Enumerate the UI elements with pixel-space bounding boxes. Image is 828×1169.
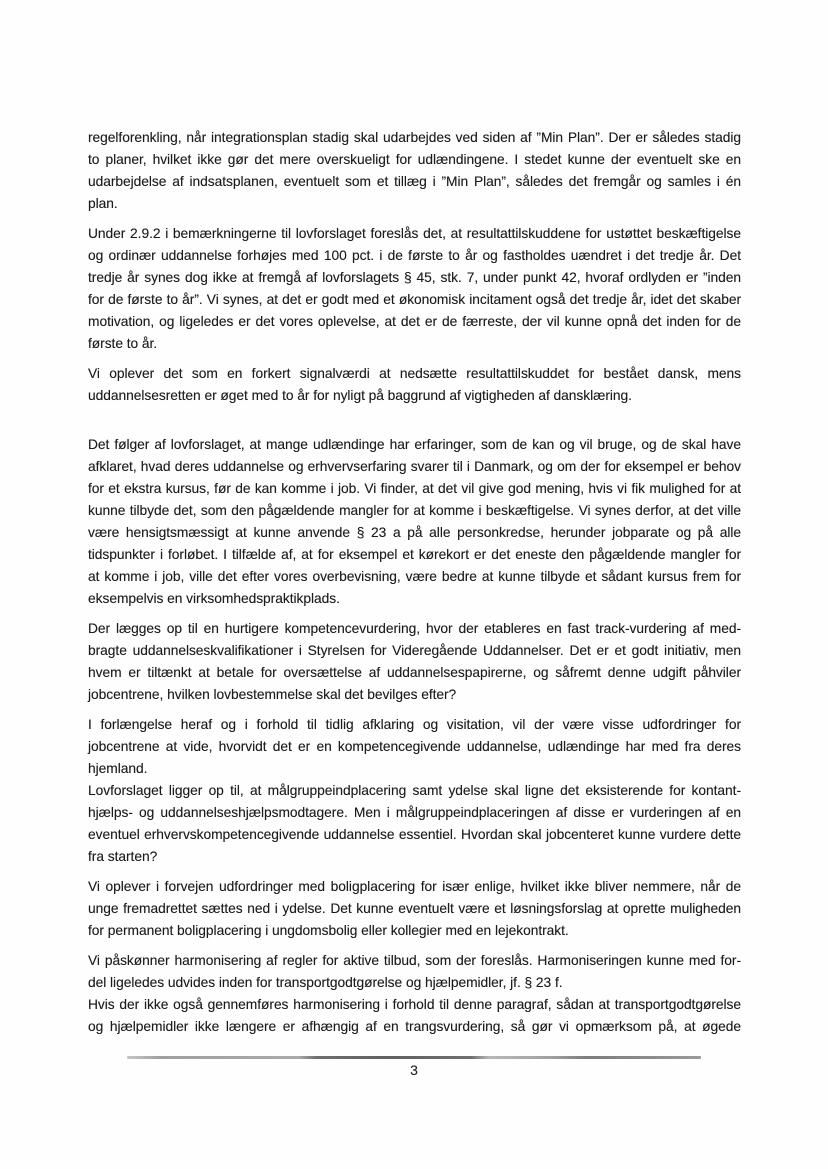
text-line: I forlængelse heraf og i forhold til tidlig afklaring og visitation, vil der være visse udfordringer for bbox=[88, 717, 741, 732]
text-line: og hjælpemidler ikke længere er afhængig af en trangsvurdering, så gør vi opmærksom på, at øgede bbox=[88, 1019, 741, 1034]
text-line: udarbejdelse af indsatsplanen, eventuelt som et tillæg i ”Min Plan”, således det fremgår og samles i én bbox=[88, 174, 741, 189]
text-line: unge fremadrettet sættes ned i ydelse. Det kunne eventuelt være et løsningsforslag at oprette muligheden bbox=[88, 901, 741, 916]
text-line: for permanent boligplacering i ungdomsbolig eller kollegier med en lejekontrakt. bbox=[88, 923, 569, 938]
text-line: fra starten? bbox=[88, 849, 158, 864]
text-line: Lovforslaget ligger op til, at målgruppeindplacering samt ydelse skal ligne det eksisterende for kontant- bbox=[88, 783, 741, 798]
text-line: og ordinær uddannelse forhøjes med 100 pct. i de første to år og fastholdes uændret i det tredje år. Det bbox=[88, 248, 741, 263]
text-line: Hvis der ikke også gennemføres harmonisering i forhold til denne paragraf, sådan at transportgodtgørelse bbox=[88, 997, 741, 1012]
text-line: hvem er tiltænkt at betale for oversættelse af uddannelsespapirerne, og såfremt denne udgift påhviler bbox=[88, 665, 741, 680]
text-line: plan. bbox=[88, 196, 118, 211]
paragraph-4 bbox=[88, 434, 741, 610]
text-line: tidspunkter i forløbet. I tilfælde af, at for eksempel et kørekort er det eneste den pågældende mangler for bbox=[88, 547, 741, 562]
text-line: Det følger af lovforslaget, at mange udlændinge har erfaringer, som de kan og vil bruge, og de skal have bbox=[88, 437, 741, 452]
paragraph-2 bbox=[88, 223, 741, 355]
paragraph-6 bbox=[88, 714, 741, 780]
document-body bbox=[88, 127, 741, 1038]
paragraph-3 bbox=[88, 363, 741, 407]
text-line: to planer, hvilket ikke gør det mere overskueligt for udlændingene. I stedet kunne der eventuelt ske en bbox=[88, 152, 741, 167]
paragraph-1 bbox=[88, 127, 741, 215]
text-line: at komme i job, ville det efter vores overbevisning, være bedre at kunne tilbyde et sådant kursus frem for bbox=[88, 569, 741, 584]
text-line: Der lægges op til en hurtigere kompetencevurdering, hvor der etableres en fast track-vurdering af med- bbox=[88, 621, 741, 636]
text-line: tredje år synes dog ikke at fremgå af lovforslagets § 45, stk. 7, under punkt 42, hvoraf ordlyden er ”inden bbox=[88, 270, 741, 285]
text-line: afklaret, hvad deres uddannelse og erhvervserfaring svarer til i Danmark, og om der for eksempel er behov bbox=[88, 459, 741, 474]
text-line: Vi oplever det som en forkert signalværdi at nedsætte resultattilskuddet for bestået dansk, mens bbox=[88, 366, 741, 381]
text-line: uddannelsesretten er øget med to år for nyligt på baggrund af vigtigheden af dansklæring. bbox=[88, 388, 632, 403]
paragraph-8 bbox=[88, 876, 741, 942]
text-line: hjælps- og uddannelseshjælpsmodtagere. Men i målgruppeindplaceringen af disse er vurderingen af en bbox=[88, 805, 741, 820]
text-line: eksempelvis en virksomhedspraktikplads. bbox=[88, 591, 340, 606]
text-line: motivation, og ligeledes er det vores oplevelse, at det er de færreste, der vil kunne opnå det inden for de bbox=[88, 314, 741, 329]
paragraph-7 bbox=[88, 780, 741, 868]
text-line: jobcentrene, hvilken lovbestemmelse skal det bevilges efter? bbox=[88, 687, 457, 702]
text-line: regelforenkling, når integrationsplan stadig skal udarbejdes ved siden af ”Min Plan”. Der er således stadig bbox=[88, 130, 741, 145]
footer-rule bbox=[127, 1056, 701, 1059]
paragraph-10 bbox=[88, 994, 741, 1038]
text-line: være hensigtsmæssigt at kunne anvende § 23 a på alle personkredse, herunder jobparate og på alle bbox=[88, 525, 741, 540]
page-number: 3 bbox=[410, 1062, 418, 1078]
text-line: Under 2.9.2 i bemærkningerne til lovforslaget foreslås det, at resultattilskuddene for ustøttet beskæftigelse bbox=[88, 226, 741, 241]
text-line: for et ekstra kursus, før de kan komme i job. Vi finder, at det vil give god mening, hvis vi fik mulighed for at bbox=[88, 481, 741, 496]
text-line: jobcentrene at vide, hvorvidt det er en kompetencegivende uddannelse, udlændinge har med fra deres bbox=[88, 739, 741, 754]
text-line: kunne tilbyde det, som den pågældende mangler for at komme i beskæftigelse. Vi synes derfor, at det ville bbox=[88, 503, 741, 518]
text-line: Vi oplever i forvejen udfordringer med boligplacering for især enlige, hvilket ikke bliver nemmere, når de bbox=[88, 879, 741, 894]
paragraph-9 bbox=[88, 950, 741, 994]
text-line: del ligeledes udvides inden for transportgodtgørelse og hjælpemidler, jf. § 23 f. bbox=[88, 975, 563, 990]
text-line: for de første to år”. Vi synes, at det er godt med et økonomisk incitament også det tredje år, idet det skaber bbox=[88, 292, 741, 307]
text-line: eventuel erhvervskompetencegivende uddannelse essentiel. Hvordan skal jobcenteret kunne vurdere dette bbox=[88, 827, 741, 842]
text-line: bragte uddannelseskvalifikationer i Styrelsen for Videregående Uddannelser. Det er et godt initiativ, men bbox=[88, 643, 741, 658]
text-line: Vi påskønner harmonisering af regler for aktive tilbud, som der foreslås. Harmoniseringen kunne med for- bbox=[88, 953, 741, 968]
text-line: første to år. bbox=[88, 336, 158, 351]
paragraph-5 bbox=[88, 618, 741, 706]
text-line: hjemland. bbox=[88, 761, 148, 776]
